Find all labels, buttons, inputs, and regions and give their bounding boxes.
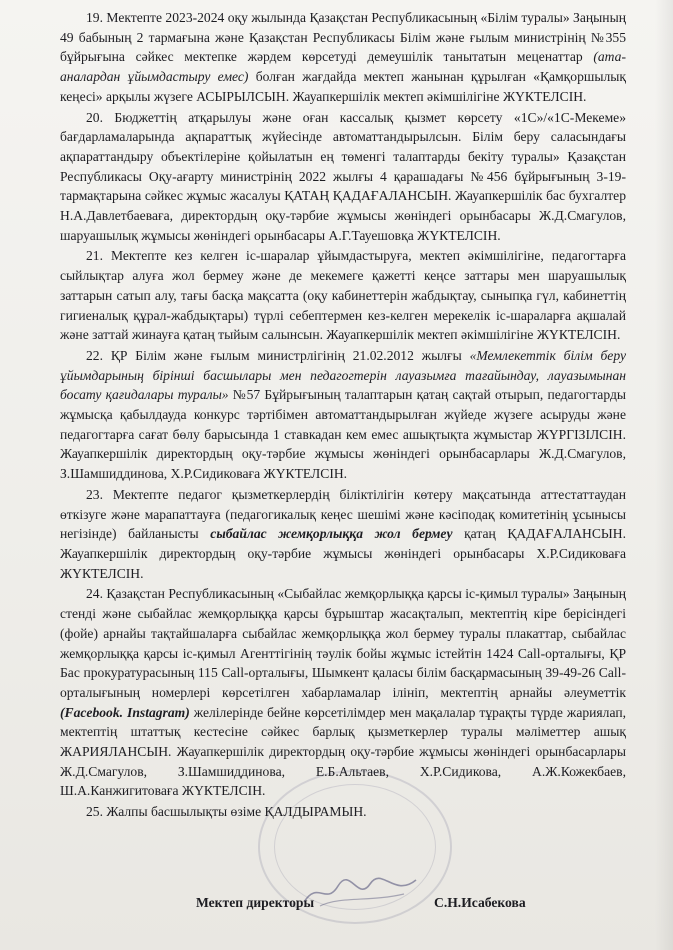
text-run: ЖҮКТЕЛСІН. [181, 783, 266, 799]
text-run: ҚАТАҢ ҚАДАҒАЛАНСЫН. [284, 188, 452, 204]
text-run: ЖҮКТЕЛСІН. [502, 88, 587, 104]
paragraph-20 [60, 108, 626, 246]
document-body [60, 8, 626, 822]
text-run: Шымкент қаласы білім басқармасының [308, 665, 546, 681]
page-edge-shadow [655, 0, 673, 950]
signature-name: С.Н.Исабекова [434, 895, 526, 910]
paragraph-25 [60, 802, 626, 822]
text-run: педагогтарды жұмысқа қабылдауда конкурс тәртібімен автоматтандырылған жүйеде жүзеге асыруды [60, 387, 626, 423]
text-run: 21. Мектепте [86, 248, 175, 264]
text-run: ҚР Бас прокуратурасының [60, 645, 626, 681]
text-run: ЖҮКТЕЛСІН. [60, 565, 144, 581]
text-run: сыбайлас жемқорлыққа жол бермеу [210, 526, 453, 542]
text-run: Жауапкершілік директордың оқу-тәрбие жұмысы жөніндегі орынбасары Х.Р.Сидиковаға [60, 545, 626, 561]
text-run: АСЫРЫЛСЫН. [196, 88, 290, 104]
text-run: Жауапкершілік мектеп әкімшілігіне [323, 327, 537, 343]
text-run: номерлері көрсетілген хабарламалар ілініп, мектептің арнайы әлеуметтік [139, 684, 626, 700]
text-run: Жауапкершілік директордың оқу-тәрбие жұмысы жөніндегі орынбасарлары Ж.Д.Смагулов, З.Шамшиддинова, Е.Б.Альтаев, Х.Р.Сидикова, А.Ж.Кожекбаев, Ш.А.Канжигитоваға [60, 744, 626, 799]
paragraph-22 [60, 346, 626, 484]
text-run: ҚАЛДЫРАМЫН. [264, 804, 367, 820]
text-run: 22. ҚР Білім және ғылым министрлігінің 21.02.2012 жылғы [86, 347, 470, 363]
text-run: №57 Бұйрығының талаптарын қатаң сақтай отырып, [228, 387, 548, 403]
paragraph-24 [60, 584, 626, 801]
text-run: (Facebook. Instagram) [60, 704, 190, 720]
text-run: 24. Қазақстан Республикасының «Сыбайлас жемқорлыққа қарсы іс-қимыл туралы» Заңының стенді және сыбайлас жемқорлыққа қарсы бұрыштар жасақталып, мектептің кіре берісіндегі (фойе) арнайы тақтайшаларға сыбайлас жемқорлыққа жол бермеу туралы плакаттар, сыбайлас жемқорлыққа қарсы іс-қимыл Агенттігінің тәулік бойы жұмыс істейтін [60, 586, 626, 661]
text-run: демеушілік танытатын меценаттар [367, 49, 583, 65]
paragraph-23 [60, 485, 626, 584]
text-run: Жауапкершілік директордың оқу-тәрбие жұмысы жөніндегі орынбасарлары Ж.Д.Смагулов, З.Шамшиддинова, Х.Р.Сидиковаға [60, 446, 626, 482]
text-run: 39-49-26 Call-орталығының [60, 665, 626, 700]
text-run: 1424 Call-орталығы, [486, 645, 605, 661]
text-run: ақшалай және заттай жинауға қатаң тыйым салынсын. [60, 307, 626, 343]
text-run: «Мемлекеттік білім беру ұйымдарының бірінші басшылары мен педагогтерін лауазымға тағайындау, лауазымынан босату қағидалары туралы» [60, 347, 626, 403]
text-run: ЖҮРГІЗІЛСІН. [536, 426, 626, 442]
text-run: желілерінде бейне көрсетілімдер мен мақалалар тұрақты түрде жариялап, мектептің штаттық кестесіне сәйкес барлық қызметкерлер туралы мәліметтер ашық [60, 704, 626, 740]
text-run: Жауапкершілік бас бухгалтер Н.А.Давлетбаеваға, директордың оқу-тәрбие жұмысы жөніндегі орынбасары Ж.Д.Смагулов, шаруашылық жұмысы жөніндегі орынбасары А.Г.Тауешовқа [60, 188, 626, 243]
text-run: қатаң ҚАДАҒАЛАНСЫН. [464, 526, 626, 542]
text-run: 25. Жалпы басшылықты өзіме [86, 804, 265, 820]
text-run: ЖҮКТЕЛСІН. [417, 227, 501, 243]
text-run: (ата-аналардан ұйымдастыру емес) [60, 49, 626, 85]
text-run: 20. Бюджеттің атқарылуы және оған кассалық қызмет көрсету «1С»/«1С-Мекеме» бағдарламаларында ақпараттық жүйесінде автоматтандырылсын. Білім беру саласындағы ақпараттандыру объектілеріне қойылатын ең төменгі талаптарды бекіту туралы» Қазақстан Республикасы Оқу-ағарту министрінің 2022 жылғы 4 қарашадағы №456 бұйрығының 3-19-тармақтарына сәйкес жұмыс жасалуы [60, 109, 626, 204]
signature-title: Мектеп директоры [196, 895, 315, 910]
text-run: 19. Мектепте 2023-2024 оқу жылында Қазақстан Республикасының «Білім туралы» Заңының 49 бабының 2 тармағына және Қазақстан Республикасы Білім және ғылым министрінің №355 бұйрығына сәйкес мектепке жәрдем көрсетуді [60, 10, 626, 65]
text-run: кез келген іс-шаралар [174, 248, 310, 264]
text-run: ұйымдастыруға, мектеп әкімшілігіне, педагогтарға сыйлықтар алуға жол бермеу және де мекемеге қажетті кеңсе заттары мен шаруашылық заттарын сатып алу, тағы басқа мақсатта (оқу кабинеттерін жабдықтау, сыныпқа гүл, кабинеттің гигиеналық құрал-жабдықтары) түрлі себептермен кез-келген мерекелік іс-шараларға [60, 248, 626, 323]
paragraph-19 [60, 8, 626, 107]
paragraph-21 [60, 246, 626, 345]
signature-block [0, 895, 673, 917]
text-run: ЖҮКТЕЛСІН. [536, 327, 621, 343]
text-run: болған жағдайда мектеп жанынан құрылған «Қамқоршылық кеңесі» арқылы жүзеге [60, 69, 626, 104]
text-run: және педагогтарға сағат бөлу барысында 1 ставкадан кем емес ашықтықта жұмыстар [60, 407, 626, 442]
text-run: Жауапкершілік мектеп әкімшілігіне [289, 88, 503, 104]
text-run [453, 526, 465, 541]
text-run: 115 Call-орталығы, [197, 665, 309, 681]
text-run: 23. Мектепте педагог қызметкерлердің біліктілігін көтеру мақсатында аттестаттаудан өткізуге және марапаттауға (педагогикалық кеңес шешімі және кәсіподақ комитетінің ұсынысы негізінде) байланысты [60, 486, 626, 542]
text-run: ЖАРИЯЛАНСЫН. [60, 744, 172, 760]
text-run: ЖҮКТЕЛСІН. [263, 466, 348, 482]
